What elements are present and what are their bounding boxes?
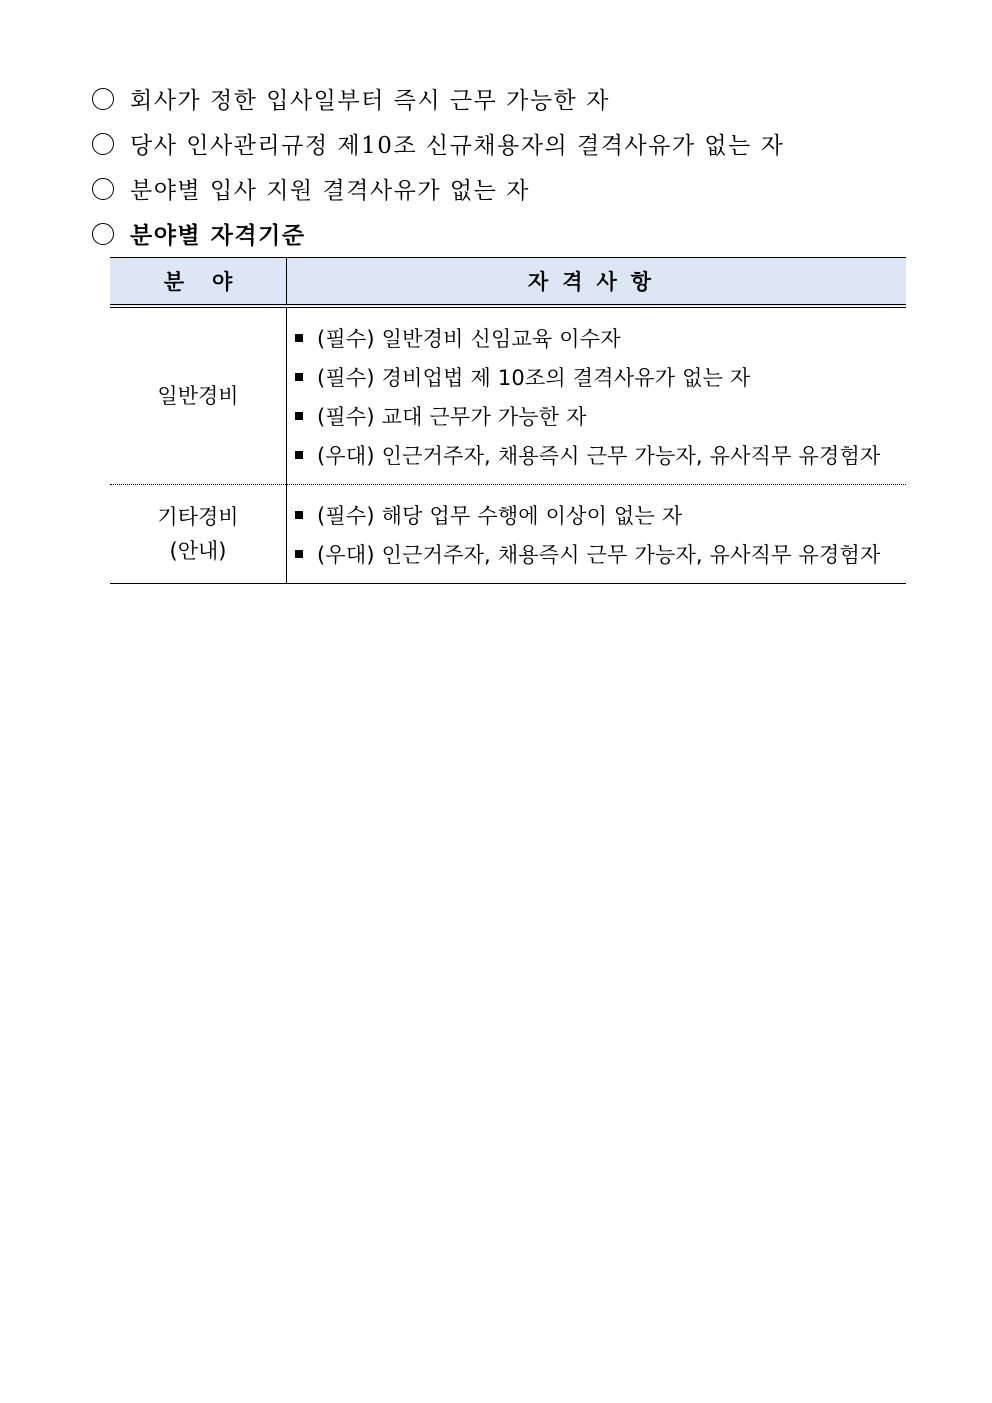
qualification-item bbox=[295, 435, 906, 474]
requirement-text: 당사 인사관리규정 제10조 신규채용자의 결격사유가 없는 자 bbox=[130, 133, 785, 159]
field-name: 기타경비 bbox=[157, 505, 239, 529]
table-row bbox=[110, 306, 906, 485]
square-bullet-icon bbox=[295, 334, 303, 342]
qualification-text: (필수) 해당 업무 수행에 이상이 없는 자 bbox=[317, 503, 683, 528]
square-bullet-icon bbox=[295, 373, 303, 381]
qualification-item bbox=[295, 396, 906, 435]
requirements-list bbox=[92, 76, 784, 256]
square-bullet-icon bbox=[295, 550, 303, 558]
qualification-item bbox=[295, 534, 906, 573]
header-qualifications: 자격사항 bbox=[287, 258, 907, 307]
qualification-cell bbox=[287, 485, 907, 584]
table-row bbox=[110, 485, 906, 584]
requirement-item bbox=[92, 76, 784, 121]
requirement-item bbox=[92, 121, 784, 166]
requirement-item bbox=[92, 166, 784, 211]
field-note: (안내) bbox=[169, 539, 227, 563]
qualification-list bbox=[287, 318, 906, 474]
square-bullet-icon bbox=[295, 412, 303, 420]
square-bullet-icon bbox=[295, 451, 303, 459]
qualification-table bbox=[110, 257, 906, 584]
table-header-row bbox=[110, 258, 906, 307]
circle-bullet-icon bbox=[92, 223, 114, 245]
circle-bullet-icon bbox=[92, 133, 114, 155]
section-heading bbox=[92, 211, 784, 256]
header-field: 분야 bbox=[110, 258, 287, 307]
requirement-text: 회사가 정한 입사일부터 즉시 근무 가능한 자 bbox=[130, 88, 610, 114]
qualification-item bbox=[295, 318, 906, 357]
circle-bullet-icon bbox=[92, 178, 114, 200]
field-cell bbox=[110, 306, 287, 485]
qualification-item bbox=[295, 495, 906, 534]
qualification-text: (우대) 인근거주자, 채용즉시 근무 가능자, 유사직무 유경험자 bbox=[317, 542, 881, 567]
circle-bullet-icon bbox=[92, 88, 114, 110]
qualification-text: (필수) 교대 근무가 가능한 자 bbox=[317, 404, 587, 429]
qualification-list bbox=[287, 495, 906, 573]
qualification-text: (우대) 인근거주자, 채용즉시 근무 가능자, 유사직무 유경험자 bbox=[317, 443, 881, 468]
square-bullet-icon bbox=[295, 511, 303, 519]
field-cell bbox=[110, 485, 287, 584]
section-heading-text: 분야별 자격기준 bbox=[130, 222, 306, 249]
qualification-cell bbox=[287, 306, 907, 485]
qualification-text: (필수) 일반경비 신임교육 이수자 bbox=[317, 326, 621, 351]
qualification-text: (필수) 경비업법 제 10조의 결격사유가 없는 자 bbox=[317, 365, 751, 390]
qualification-item bbox=[295, 357, 906, 396]
field-name: 일반경비 bbox=[157, 384, 239, 408]
requirement-text: 분야별 입사 지원 결격사유가 없는 자 bbox=[130, 178, 530, 204]
